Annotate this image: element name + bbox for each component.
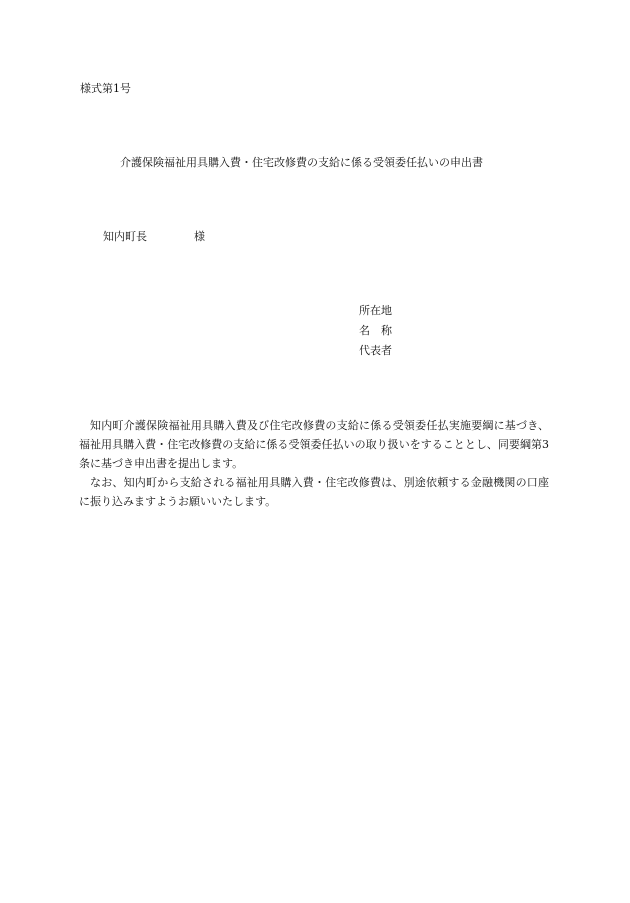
applicant-fields [359,305,392,365]
addressee-name: 知内町長 [103,230,147,243]
document-title: 介護保険福祉用具購入費・住宅改修費の支給に係る受領委任払いの申出書 [120,156,483,169]
addressee [103,231,205,242]
field-label-address: 所在地 [359,304,392,317]
field-label-name: 名 称 [359,324,392,337]
body-paragraph: 知内町介護保険福祉用具購入費及び住宅改修費の支給に係る受領委任払実施要綱に基づき、福祉用具購入費・住宅改修費の支給に係る受領委任払いの取り扱いをすることとし、同要綱第3条に基づき申出書を提出します。 [79,419,549,470]
body-text [79,416,549,511]
addressee-honorific: 様 [194,230,205,243]
body-paragraph: なお、知内町から支給される福祉用具購入費・住宅改修費は、別途依頼する金融機関の口座に振り込みますようお願いいたします。 [79,476,549,508]
form-number: 様式第1号 [80,82,131,95]
field-label-representative: 代表者 [359,344,392,357]
